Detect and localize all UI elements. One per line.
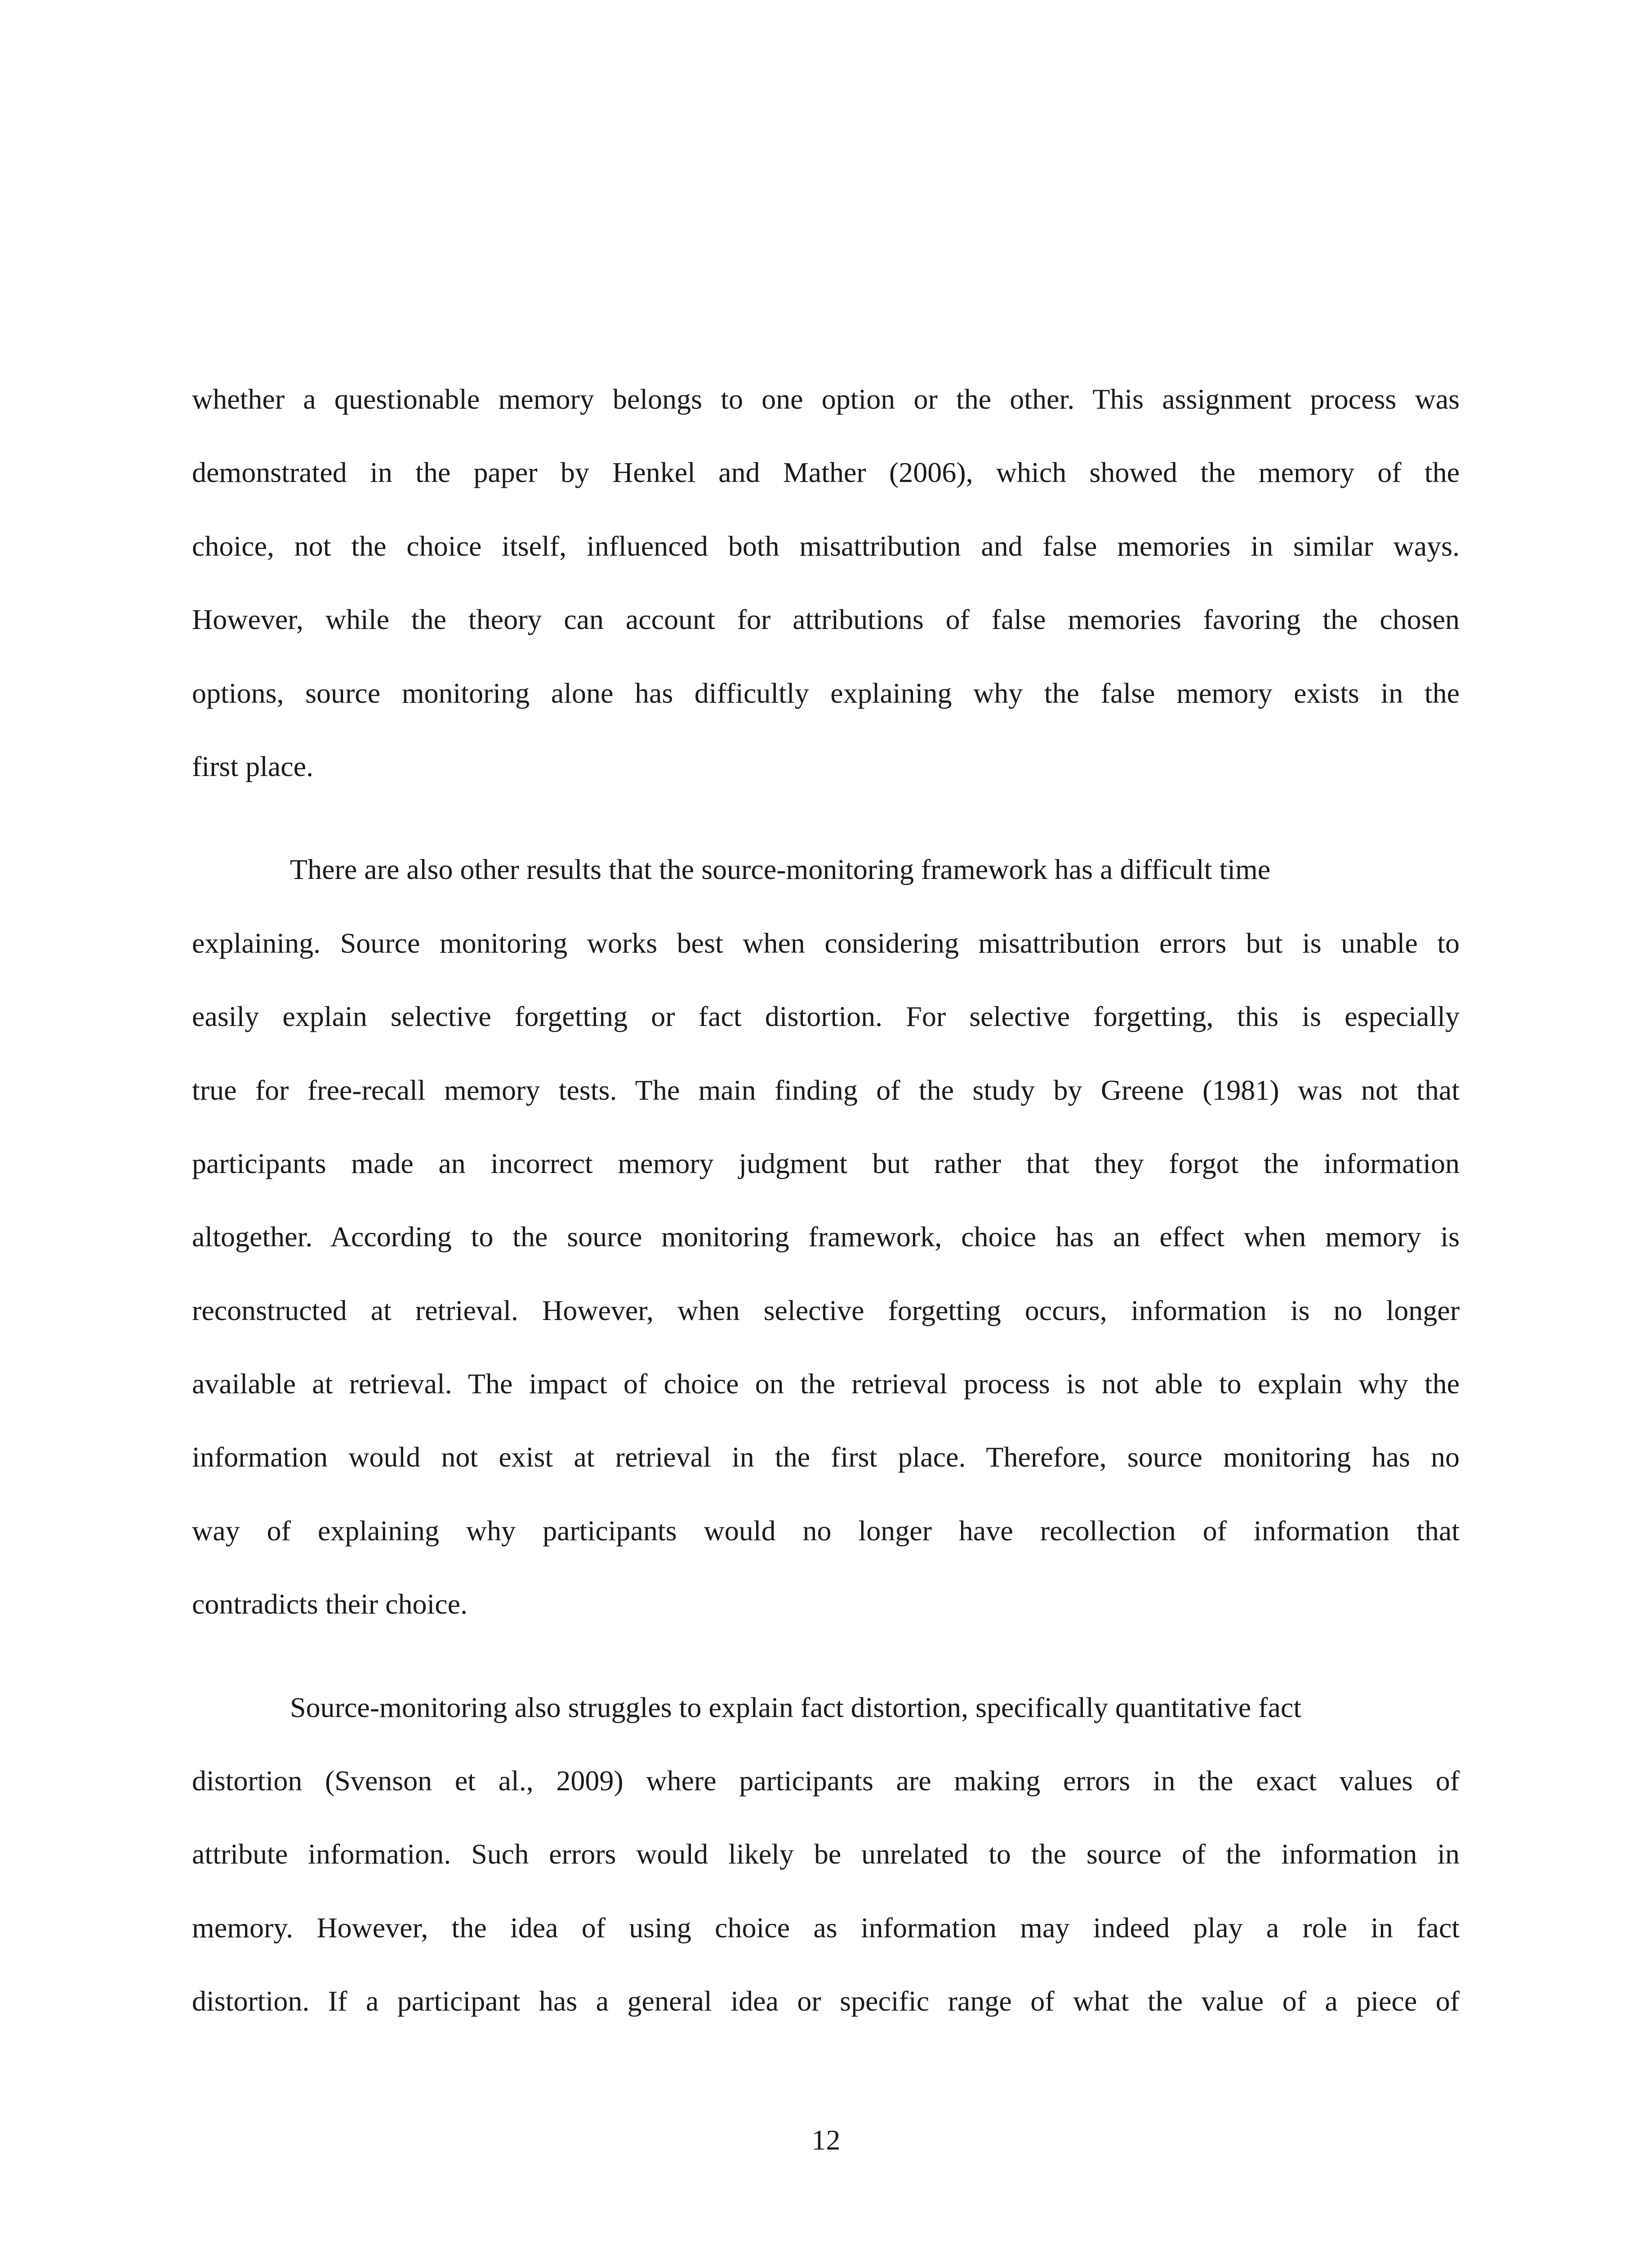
- text-line: altogether. According to the source monitoring framework, choice has an effect when memory is: [192, 1221, 1460, 1253]
- text-line: first place.: [192, 750, 314, 782]
- text-line: participants made an incorrect memory judgment but rather that they forgot the information: [192, 1147, 1460, 1179]
- text-line: reconstructed at retrieval. However, when selective forgetting occurs, information is no longer: [192, 1294, 1460, 1326]
- text-line: choice, not the choice itself, influenced both misattribution and false memories in similar ways.: [192, 530, 1460, 562]
- text-line: easily explain selective forgetting or fact distortion. For selective forgetting, this is especially: [192, 1000, 1460, 1033]
- text-line: whether a questionable memory belongs to one option or the other. This assignment process was: [192, 383, 1460, 415]
- text-line: distortion (Svenson et al., 2009) where participants are making errors in the exact values of: [192, 1765, 1460, 1797]
- text-line: attribute information. Such errors would likely be unrelated to the source of the information in: [192, 1838, 1460, 1870]
- text-line: true for free-recall memory tests. The main finding of the study by Greene (1981) was not that: [192, 1074, 1460, 1106]
- text-line: Source-monitoring also struggles to explain fact distortion, specifically quantitative fact: [290, 1691, 1302, 1723]
- paragraph: [192, 833, 1460, 1641]
- paragraph: [192, 1671, 1460, 2038]
- text-line: distortion. If a participant has a general idea or specific range of what the value of a piece of: [192, 1985, 1460, 2017]
- text-line: However, while the theory can account for attributions of false memories favoring the chosen: [192, 603, 1460, 636]
- text-line: memory. However, the idea of using choice as information may indeed play a role in fact: [192, 1911, 1460, 1944]
- text-line: available at retrieval. The impact of choice on the retrieval process is not able to explain why the: [192, 1368, 1460, 1400]
- text-line: information would not exist at retrieval in the first place. Therefore, source monitoring has no: [192, 1441, 1460, 1473]
- text-line: way of explaining why participants would no longer have recollection of information that: [192, 1514, 1460, 1547]
- text-line: explaining. Source monitoring works best when considering misattribution errors but is unable to: [192, 927, 1460, 959]
- paragraph-gap: [192, 803, 1460, 833]
- text-line: There are also other results that the source-monitoring framework has a difficult time: [290, 853, 1271, 886]
- text-line: options, source monitoring alone has difficultly explaining why the false memory exists in the: [192, 677, 1460, 709]
- paragraph-gap: [192, 1641, 1460, 1671]
- text-line: contradicts their choice.: [192, 1588, 468, 1620]
- text-line: demonstrated in the paper by Henkel and Mather (2006), which showed the memory of the: [192, 456, 1460, 489]
- page-number: 12: [811, 2124, 841, 2156]
- paragraph: [192, 362, 1460, 803]
- body-text: [192, 362, 1460, 2038]
